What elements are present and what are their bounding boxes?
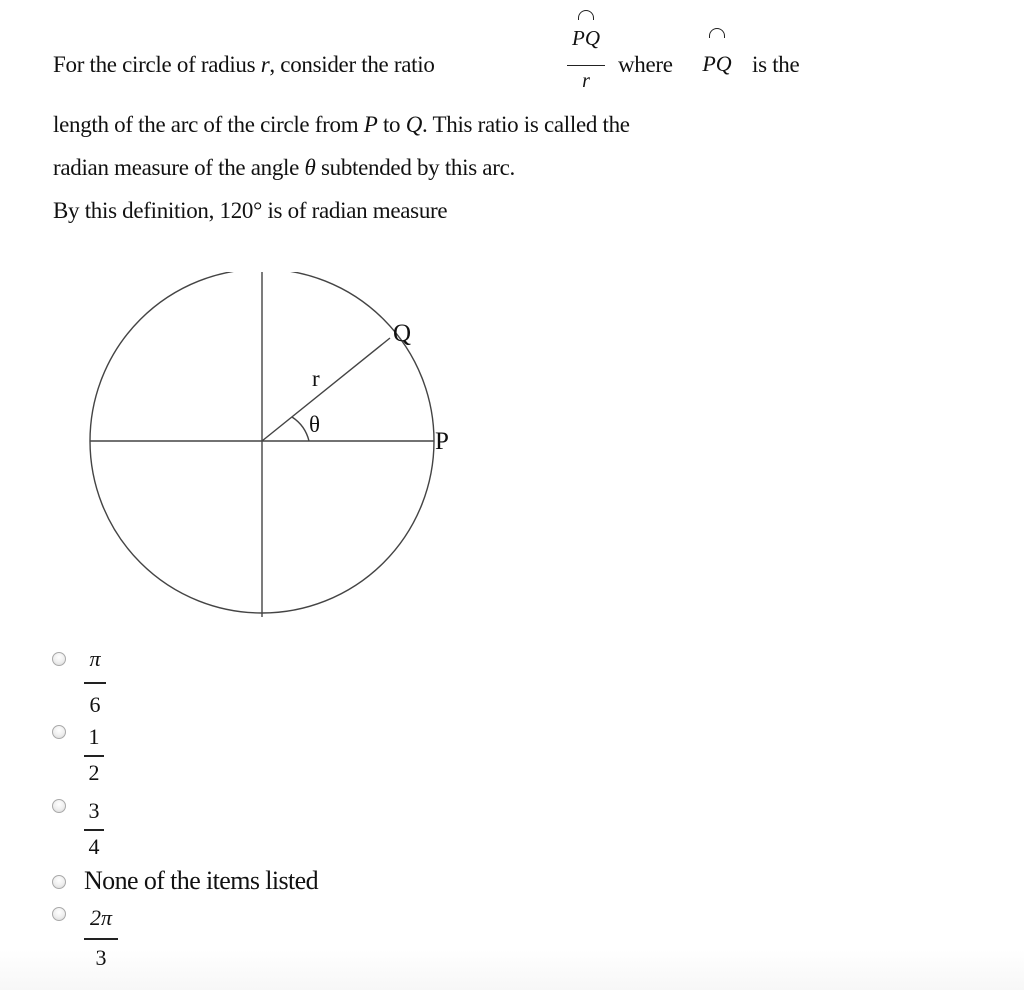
text: to xyxy=(377,112,406,137)
label-theta: θ xyxy=(309,412,321,437)
fraction xyxy=(84,906,118,970)
radius-line xyxy=(262,338,390,441)
denominator: 2 xyxy=(88,759,100,785)
text: . This ratio is called the xyxy=(422,112,630,137)
question-line-1-cont xyxy=(618,52,673,78)
question-line-3 xyxy=(53,155,515,181)
text: length of the arc of the circle from xyxy=(53,112,364,137)
option-1-over-2[interactable] xyxy=(52,722,100,785)
option-pi-over-6[interactable] xyxy=(52,646,101,717)
var-p: P xyxy=(363,112,378,137)
option-label: None of the items listed xyxy=(84,866,318,895)
text: , consider the ratio xyxy=(269,52,435,77)
label-q: Q xyxy=(393,320,412,347)
denominator: 4 xyxy=(88,833,100,859)
text: For the circle of radius xyxy=(53,52,261,77)
text: subtended by this arc. xyxy=(315,155,515,180)
numerator: 1 xyxy=(88,724,100,749)
var-q: Q xyxy=(405,112,423,137)
arc-pq xyxy=(697,26,739,76)
fraction xyxy=(84,725,104,785)
question-line-2 xyxy=(53,112,630,138)
label-r: r xyxy=(312,366,320,391)
numerator: π xyxy=(89,646,101,671)
denominator: 3 xyxy=(95,944,107,970)
numerator: 3 xyxy=(88,798,100,823)
ratio-denominator: r xyxy=(582,70,590,92)
arc-symbol-icon xyxy=(709,28,725,38)
option-3-over-4[interactable] xyxy=(52,796,100,859)
ratio-numerator: PQ xyxy=(572,26,600,50)
angle-arc-icon xyxy=(292,417,309,441)
radio-button[interactable] xyxy=(52,652,66,666)
fraction-bar xyxy=(84,755,104,757)
var-r: r xyxy=(260,52,270,77)
denominator: 6 xyxy=(89,691,101,717)
text: where xyxy=(618,52,673,77)
radio-button[interactable] xyxy=(52,875,66,889)
fraction xyxy=(84,799,104,859)
fraction xyxy=(84,647,106,717)
var-theta: θ xyxy=(304,155,316,180)
circle-diagram xyxy=(85,272,465,627)
label-p: P xyxy=(435,428,449,455)
question-line-1 xyxy=(53,52,435,78)
arc-label: PQ xyxy=(702,51,732,76)
question-line-1-end xyxy=(752,52,799,78)
radio-button[interactable] xyxy=(52,907,66,921)
numerator: 2π xyxy=(89,905,113,930)
question-line-4: By this definition, 120° is of radian measure xyxy=(53,198,448,223)
fraction-bar xyxy=(567,65,605,66)
fraction-bar xyxy=(84,938,118,940)
arc-symbol-icon xyxy=(578,10,594,20)
option-none-of-the-items[interactable] xyxy=(52,866,318,895)
ratio-fraction xyxy=(565,8,607,98)
radio-button[interactable] xyxy=(52,799,66,813)
fraction-bar xyxy=(84,682,106,684)
text: radian measure of the angle xyxy=(53,155,305,180)
text: is the xyxy=(752,52,800,77)
radio-button[interactable] xyxy=(52,725,66,739)
fraction-bar xyxy=(84,829,104,831)
